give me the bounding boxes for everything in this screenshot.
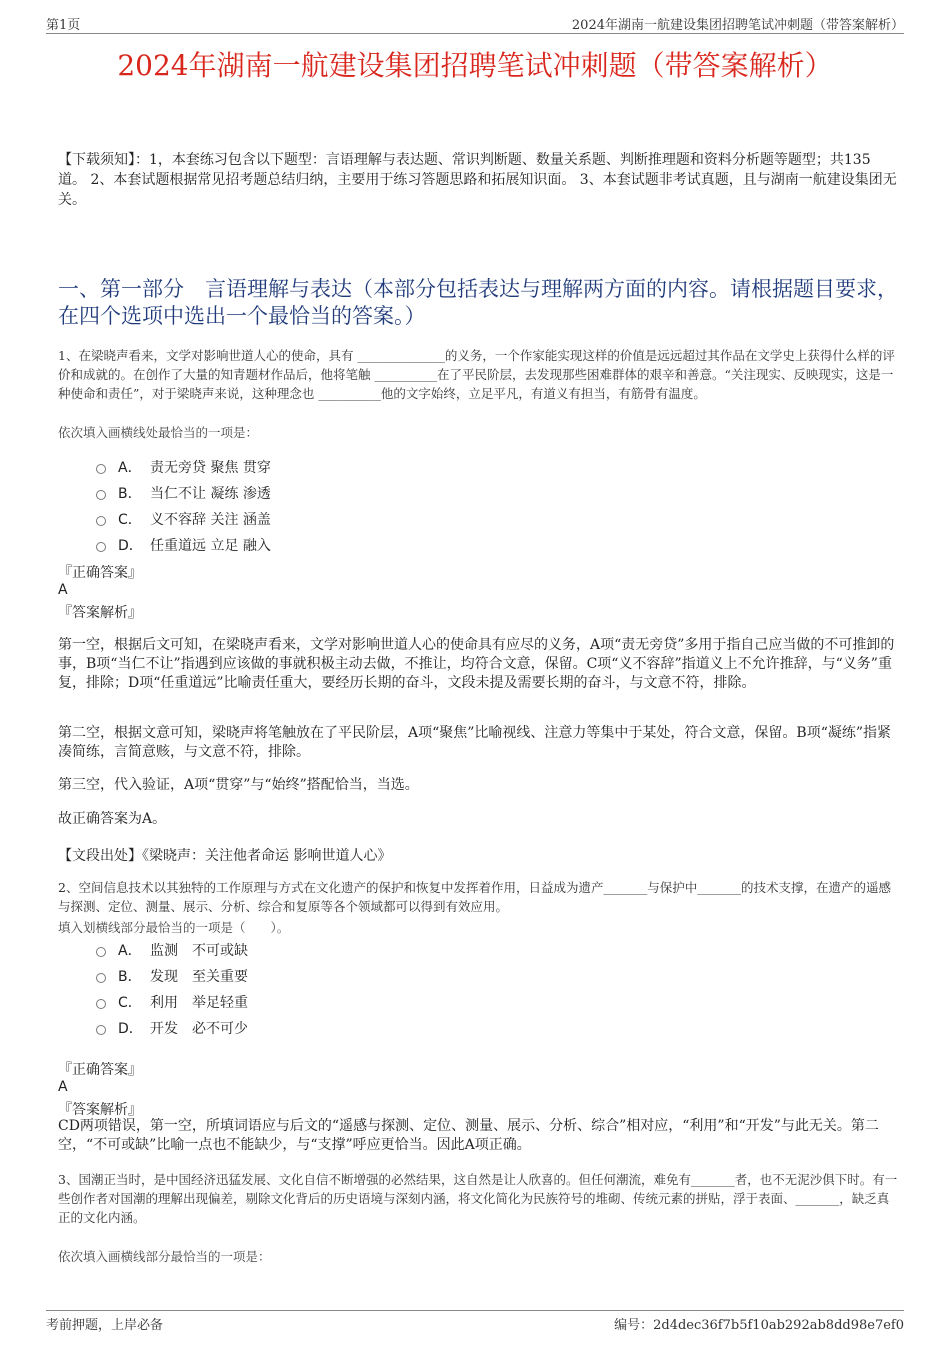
question-1-answer: A [58, 582, 68, 598]
question-2-option-d[interactable]: D． 开发 必不可少 [96, 1018, 248, 1038]
radio-button[interactable] [96, 973, 106, 983]
footer-slogan: 考前押题，上岸必备 [46, 1318, 164, 1333]
radio-button[interactable] [96, 999, 106, 1009]
header-doc-title: 2024年湖南一航建设集团招聘笔试冲刺题（带答案解析） [571, 18, 904, 33]
question-1-option-c[interactable]: C． 义不容辞 关注 涵盖 [96, 509, 271, 529]
question-1-source: 【文段出处】《梁晓声：关注他者命运 影响世道人心》 [58, 848, 392, 864]
question-3-stem: 3、国潮正当时，是中国经济迅猛发展、文化自信不断增强的必然结果，这自然是让人欣喜的。但任何潮流，难免有_______者，也不无泥沙俱下时。有一些创作者对国潮的理解出现偏差，剔除文化背后的历史语境与深刻内涵，将文化简化为民族符号的堆砌、传统元素的拼贴，浮于表面、_______，缺乏真正的文化内涵。 [58, 1172, 898, 1225]
question-1-option-a[interactable]: A． 责无旁贷 聚焦 贯穿 [96, 457, 271, 477]
question-1-option-d[interactable]: D． 任重道远 立足 融入 [96, 535, 271, 555]
question-2-option-c[interactable]: C． 利用 举足轻重 [96, 992, 248, 1012]
question-1-stem: 1、在梁晓声看来，文学对影响世道人心的使命，具有 ______________的义务，一个作家能实现这样的价值是远远超过其作品在文学史上获得什么样的评价和成就的。在创作了大量的知青题材作品后，他将笔触 __________在了平民阶层，去发现那些困难群体的艰辛和善意。“关注现实、反映现实，这是一种使命和责任”，对于梁晓声来说，这种理念也 __________他的文字始终，立足平凡，有道义有担当，有筋骨有温度。 [58, 348, 895, 401]
question-1-analysis-4: 故正确答案为A。 [58, 811, 167, 827]
question-2-option-b[interactable]: B． 发现 至关重要 [96, 966, 248, 986]
radio-button[interactable] [96, 490, 106, 500]
header-rule [46, 33, 904, 34]
question-2-analysis-label: 『答案解析』 [58, 1102, 142, 1118]
question-2-prompt: 填入划横线部分最恰当的一项是（ ）。 [58, 920, 290, 935]
radio-button[interactable] [96, 542, 106, 552]
radio-button[interactable] [96, 947, 106, 957]
radio-button[interactable] [96, 464, 106, 474]
question-3-prompt: 依次填入画横线部分最恰当的一项是： [58, 1249, 271, 1264]
question-1-analysis-2: 第二空，根据文意可知，梁晓声将笔触放在了平民阶层，A项“聚焦”比喻视线、注意力等集中于某处，符合文意，保留。B项“凝练”指紧凑简练，言简意赅，与文意不符，排除。 [58, 725, 892, 760]
question-1-prompt: 依次填入画横线处最恰当的一项是： [58, 425, 259, 440]
page-number: 第1页 [46, 18, 81, 33]
question-2-answer: A [58, 1079, 68, 1095]
question-2-option-a[interactable]: A． 监测 不可或缺 [96, 940, 248, 960]
question-1-analysis-label: 『答案解析』 [58, 605, 142, 621]
question-2-analysis: CD两项错误，第一空，所填词语应与后文的“遥感与探测、定位、测量、展示、分析、综合”相对应，“利用”和“开发”与此无关。第二空，“不可或缺”比喻一点也不能缺少，与“支撑”呼应更恰当。因此A项正确。 [58, 1118, 879, 1153]
page-title: 2024年湖南一航建设集团招聘笔试冲刺题（带答案解析） [117, 49, 833, 82]
question-2-stem: 2、空间信息技术以其独特的工作原理与方式在文化遗产的保护和恢复中发挥着作用，日益成为遗产_______与保护中_______的技术支撑，在遗产的遥感与探测、定位、测量、展示、分析、综合和复原等各个领域都可以得到有效应用。 [58, 880, 891, 914]
question-1-answer-label: 『正确答案』 [58, 565, 142, 581]
radio-button[interactable] [96, 516, 106, 526]
section-heading: 一、第一部分 言语理解与表达（本部分包括表达与理解两方面的内容。请根据题目要求，在四个选项中选出一个最恰当的答案。） [58, 277, 898, 328]
question-1-option-b[interactable]: B． 当仁不让 凝练 渗透 [96, 483, 271, 503]
download-notice: 【下载须知】：1，本套练习包含以下题型：言语理解与表达题、常识判断题、数量关系题、判断推理题和资料分析题等题型；共135道。 2、本套试题根据常见招考题总结归纳，主要用于练习答题思路和拓展知识面。 3、本套试题非考试真题，且与湖南一航建设集团无关。 [58, 152, 897, 208]
radio-button[interactable] [96, 1025, 106, 1035]
footer-rule [46, 1310, 904, 1311]
question-1-analysis-1: 第一空，根据后文可知，在梁晓声看来，文学对影响世道人心的使命具有应尽的义务，A项“责无旁贷”多用于指自己应当做的不可推卸的事，B项“当仁不让”指遇到应该做的事就积极主动去做，不推让，均符合文意，保留。C项“义不容辞”指道义上不允许推辞，与“义务”重复，排除；D项“任重道远”比喻责任重大，要经历长期的奋斗，文段未提及需要长期的奋斗，与文意不符，排除。 [58, 637, 895, 691]
question-1-analysis-3: 第三空，代入验证，A项“贯穿”与“始终”搭配恰当，当选。 [58, 777, 419, 793]
question-2-answer-label: 『正确答案』 [58, 1062, 142, 1078]
footer-doc-id: 编号：2d4dec36f7b5f10ab292ab8dd98e7ef0 [614, 1318, 904, 1333]
